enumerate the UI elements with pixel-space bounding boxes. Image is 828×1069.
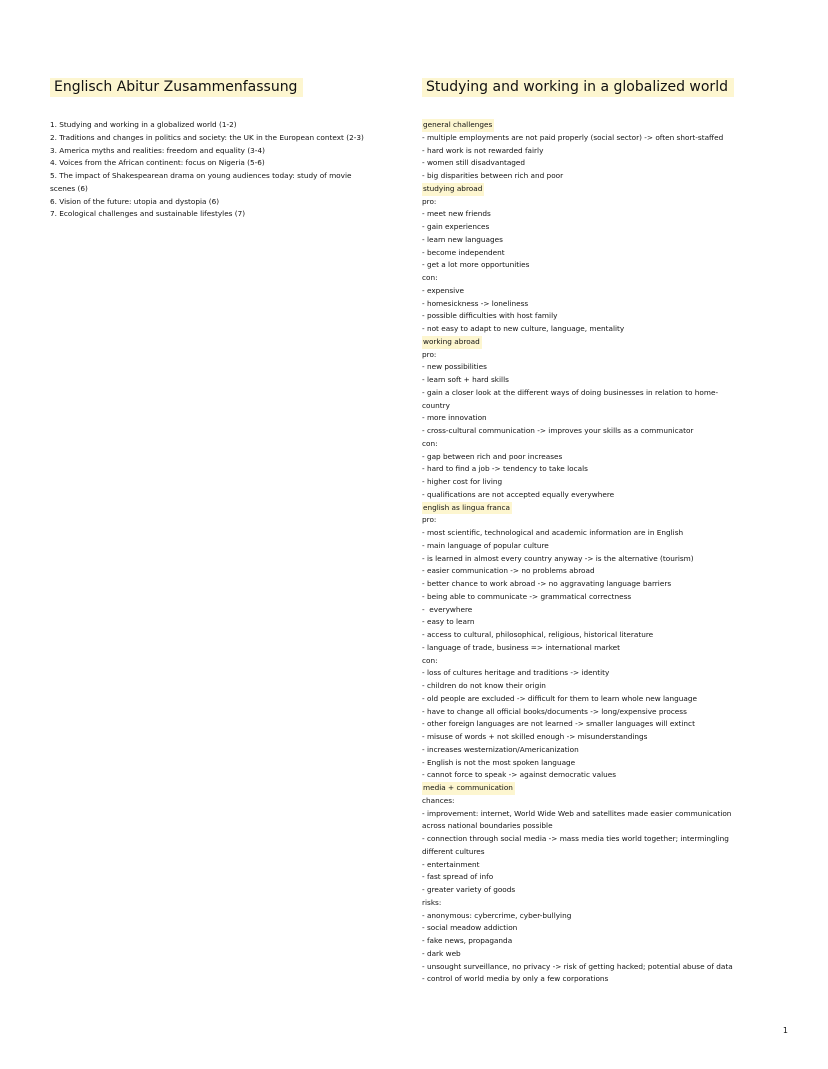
subheading [422,502,782,515]
note-line: - gain a closer look at the different ways of doing businesses in relation to home- [422,387,719,397]
note-line: - access to cultural, philosophical, religious, historical literature [422,630,654,639]
table-of-contents [50,119,410,221]
note-line: - qualifications are not accepted equally everywhere [422,489,615,499]
note-line: - easy to learn [422,617,475,627]
note-line: - dark web [422,948,461,958]
subheading [422,183,782,196]
note-line: - hard work is not rewarded fairly [422,145,544,155]
note-line: - easier communication -> no problems abroad [422,566,595,576]
note-line: - entertainment [422,859,480,869]
note-line: - homesickness -> loneliness [422,298,529,308]
note-line: - being able to communicate -> grammatical correctness [422,591,632,601]
left-column [50,76,410,221]
note-line: pro: [422,515,437,525]
toc-item: scenes (6) [50,183,88,193]
note-line: - fake news, propaganda [422,936,513,945]
note-line: - more innovation [422,413,487,423]
toc-item: 3. America myths and realities: freedom and equality (3-4) [50,145,265,155]
note-line: - everywhere [422,604,473,614]
note-line: - have to change all official books/documents -> long/expensive process [422,706,687,716]
note-line: - English is not the most spoken language [422,757,576,767]
subheading [422,336,782,349]
note-line: - children do not know their origin [422,681,546,690]
note-line: - is learned in almost every country anyway -> is the alternative (tourism) [422,553,694,563]
note-line: - new possibilities [422,362,487,372]
highlighted-heading: general challenges [422,119,494,132]
note-line: - anonymous: cybercrime, cyber-bullying [422,910,572,920]
highlighted-heading: working abroad [422,336,482,349]
note-line: - social meadow addiction [422,923,518,933]
toc-item: 2. Traditions and changes in politics and society: the UK in the European context (2-3) [50,132,364,142]
note-line: different cultures [422,846,485,856]
subheading [422,119,782,132]
note-line: - get a lot more opportunities [422,260,530,270]
note-line: country [422,400,450,410]
note-line: - expensive [422,285,465,295]
note-line: - loss of cultures heritage and traditions -> identity [422,668,610,678]
toc-item: 1. Studying and working in a globalized world (1-2) [50,120,237,129]
notes-list [422,119,782,986]
note-line: - control of world media by only a few corporations [422,974,609,984]
note-line: - multiple employments are not paid properly (social sector) -> often short-staffed [422,132,724,142]
right-column [422,76,782,986]
highlighted-heading: media + communication [422,782,515,795]
note-line: con: [422,655,438,665]
note-line: - hard to find a job -> tendency to take locals [422,464,588,474]
note-line: - increases westernization/Americanization [422,744,579,754]
note-line: - cannot force to speak -> against democratic values [422,770,617,780]
note-line: - learn new languages [422,234,503,244]
note-line: - become independent [422,247,505,257]
note-line: risks: [422,897,442,907]
note-line: - improvement: internet, World Wide Web and satellites made easier communication [422,808,732,818]
note-line: - gap between rich and poor increases [422,451,563,461]
note-line: - higher cost for living [422,477,503,486]
note-line: - unsought surveillance, no privacy -> risk of getting hacked; potential abuse of data [422,961,733,971]
note-line: - most scientific, technological and academic information are in English [422,528,684,537]
note-line: - women still disadvantaged [422,158,526,168]
toc-item: 6. Vision of the future: utopia and dystopia (6) [50,196,220,206]
note-line: - language of trade, business => international market [422,642,621,652]
note-line: chances: [422,795,455,805]
note-line: - meet new friends [422,209,491,219]
note-line: - learn soft + hard skills [422,375,509,384]
toc-item: 4. Voices from the African continent: focus on Nigeria (5-6) [50,158,265,168]
note-line: con: [422,438,438,448]
note-line: - other foreign languages are not learned -> smaller languages will extinct [422,719,695,729]
note-line: pro: [422,196,437,206]
note-line: - fast spread of info [422,872,494,882]
note-line: - greater variety of goods [422,885,516,894]
subheading [422,782,782,795]
document-title: Englisch Abitur Zusammenfassung [50,78,303,97]
note-line: con: [422,273,438,282]
note-line: - old people are excluded -> difficult for them to learn whole new language [422,693,697,703]
note-line: - main language of popular culture [422,540,549,550]
note-line: - not easy to adapt to new culture, language, mentality [422,324,625,333]
page-number: 1 [782,1026,788,1035]
section-title: Studying and working in a globalized world [422,78,734,97]
toc-item: 7. Ecological challenges and sustainable lifestyles (7) [50,209,246,219]
highlighted-heading: studying abroad [422,183,484,196]
toc-item: 5. The impact of Shakespearean drama on young audiences today: study of movie [50,171,352,180]
note-line: - big disparities between rich and poor [422,171,564,180]
note-line: - possible difficulties with host family [422,311,558,321]
note-line: - cross-cultural communication -> improves your skills as a communicator [422,426,694,435]
note-line: across national boundaries possible [422,821,553,831]
note-line: - connection through social media -> mass media ties world together; intermingling [422,834,729,843]
highlighted-heading: english as lingua franca [422,502,512,515]
note-line: - gain experiences [422,222,490,231]
note-line: pro: [422,349,437,359]
note-line: - misuse of words + not skilled enough -> misunderstandings [422,732,648,741]
note-line: - better chance to work abroad -> no aggravating language barriers [422,579,672,588]
